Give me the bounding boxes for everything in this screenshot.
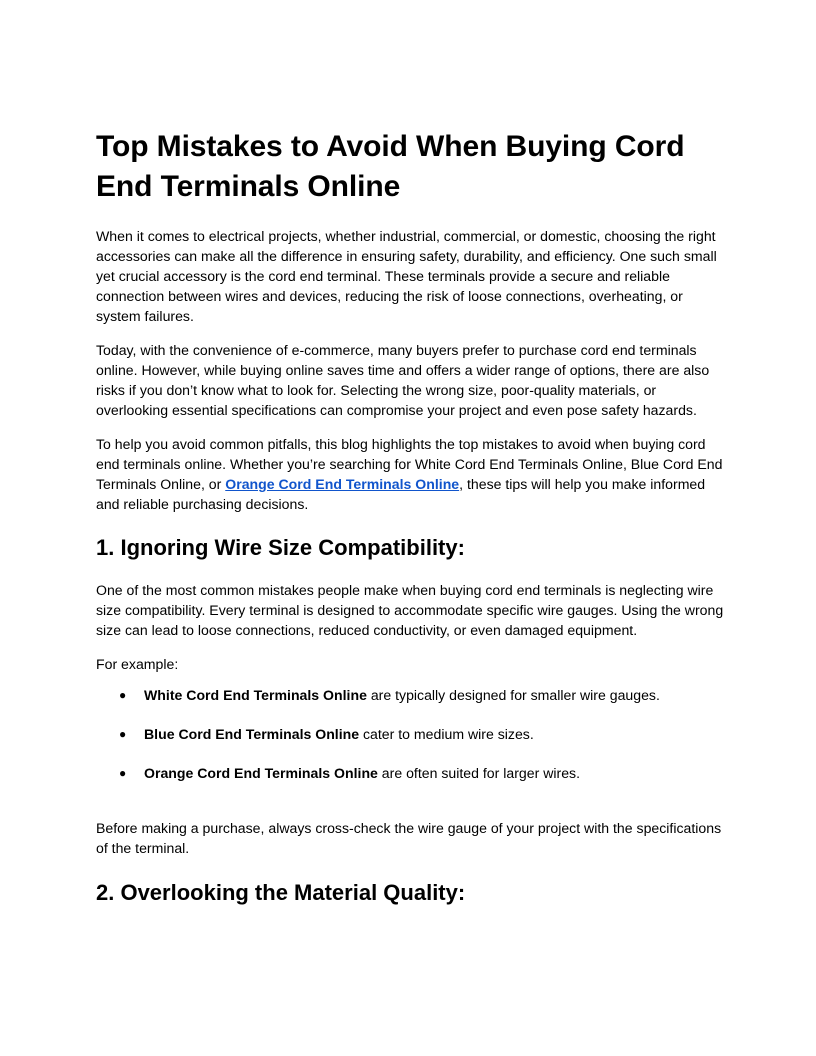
page-title	[96, 127, 726, 207]
orange-cord-end-terminals-link[interactable]: Orange Cord End Terminals Online	[225, 476, 460, 492]
bullet-icon: ●	[119, 688, 127, 702]
list-item-bold: Blue Cord End Terminals Online	[144, 726, 360, 742]
title-line-1: Top Mistakes to Avoid When Buying Cord	[96, 130, 685, 163]
list-item-text: cater to medium wire sizes.	[359, 726, 534, 742]
list-item-text: are often suited for larger wires.	[377, 765, 580, 781]
intro-paragraph-1: When it comes to electrical projects, whether industrial, commercial, or domestic, choosing the right accessories can make all the difference in ensuring safety, durability, and efficiency. One such small yet crucial accessory is the cord end terminal. These terminals provide a secure and reliable connection between wires and devices, reducing the risk of loose connections, overheating, or system failures.	[96, 228, 717, 324]
intro-paragraph-3-text-after: , these tips will help you make informed and reliable purchasing decisions.	[96, 476, 706, 512]
bullet-icon: ●	[119, 766, 127, 780]
intro-paragraph-2: Today, with the convenience of e-commerce, many buyers prefer to purchase cord end terminals online. However, while buying online saves time and offers a wider range of options, there are also risks if you don’t know what to look for. Selecting the wrong size, poor-quality materials, or overlooking essential specifications can compromise your project and even pose safety hazards.	[96, 342, 710, 418]
list-item-bold: Orange Cord End Terminals Online	[144, 765, 378, 781]
bullet-list	[96, 685, 726, 783]
section-1-paragraph-1: One of the most common mistakes people make when buying cord end terminals is neglecting wire size compatibility. Every terminal is designed to accommodate specific wire gauges. Using the wrong size can lead to loose connections, reduced conductivity, or even damaged equipment.	[96, 582, 724, 638]
section-2-heading: 2. Overlooking the Material Quality:	[96, 880, 466, 905]
list-item	[96, 685, 726, 705]
section-1-paragraph-3: Before making a purchase, always cross-check the wire gauge of your project with the specifications of the terminal.	[96, 820, 722, 856]
intro-paragraph-3-text-before: To help you avoid common pitfalls, this blog highlights the top mistakes to avoid when buying cord end terminals online. Whether you’re searching for White Cord End Terminals Online, Blue Cord End Terminals Online, or	[96, 436, 723, 492]
document-page	[96, 127, 726, 907]
title-line-2: End Terminals Online	[96, 170, 401, 203]
section-1-heading: 1. Ignoring Wire Size Compatibility:	[96, 535, 465, 560]
list-item-text: are typically designed for smaller wire gauges.	[366, 687, 660, 703]
list-item	[96, 724, 726, 744]
intro-paragraph-3	[96, 434, 726, 514]
list-item	[96, 763, 726, 783]
section-1-paragraph-2: For example:	[96, 656, 179, 672]
bullet-icon: ●	[119, 727, 127, 741]
list-item-bold: White Cord End Terminals Online	[144, 687, 367, 703]
